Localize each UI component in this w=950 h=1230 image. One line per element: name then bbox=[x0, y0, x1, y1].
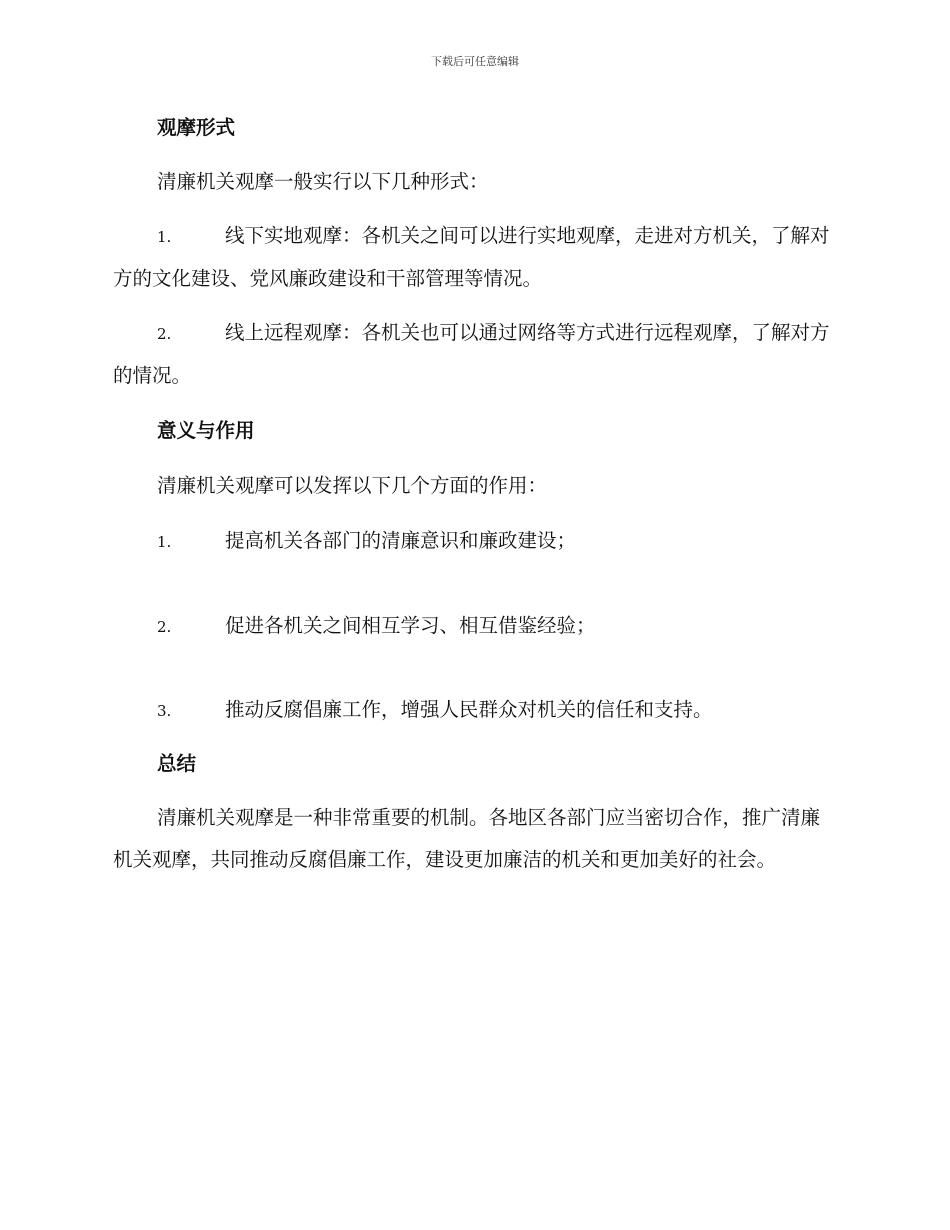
list-item-text: 线下实地观摩：各机关之间可以进行实地观摩，走进对方机关，了解对方的文化建设、党风廉政建设和干部管理等情况。 bbox=[113, 224, 830, 290]
list-item-number: 3. bbox=[157, 702, 172, 720]
list-item-number: 2. bbox=[157, 325, 172, 343]
section-heading-significance: 意义与作用 bbox=[157, 419, 255, 442]
section-heading-summary: 总结 bbox=[157, 752, 197, 775]
list-item-text: 促进各机关之间相互学习、相互借鉴经验； bbox=[225, 614, 596, 637]
list-item bbox=[157, 526, 837, 557]
summary-text: 清廉机关观摩是一种非常重要的机制。各地区各部门应当密切合作，推广清廉机关观摩，共同推动反腐倡廉工作，建设更加廉洁的机关和更加美好的社会。 bbox=[113, 806, 821, 871]
list-item-text: 提高机关各部门的清廉意识和廉政建设； bbox=[225, 529, 577, 552]
list-item-text: 推动反腐倡廉工作，增强人民群众对机关的信任和支持。 bbox=[225, 698, 713, 721]
section-heading-format: 观摩形式 bbox=[157, 116, 236, 139]
summary-paragraph bbox=[113, 797, 833, 881]
list-item bbox=[113, 312, 833, 397]
list-item-number: 1. bbox=[157, 533, 172, 551]
page-header: 下载后可任意编辑 bbox=[431, 55, 519, 68]
list-item bbox=[157, 695, 837, 726]
list-item-text: 线上远程观摩：各机关也可以通过网络等方式进行远程观摩，了解对方的情况。 bbox=[113, 321, 830, 387]
intro-text: 清廉机关观摩一般实行以下几种形式： bbox=[157, 170, 489, 193]
section-intro-significance bbox=[113, 465, 833, 507]
list-item-number: 1. bbox=[157, 228, 172, 246]
list-item bbox=[157, 611, 837, 642]
list-item-number: 2. bbox=[157, 618, 172, 636]
section-intro-format bbox=[113, 161, 833, 203]
list-item bbox=[113, 215, 833, 300]
intro-text: 清廉机关观摩可以发挥以下几个方面的作用： bbox=[157, 474, 548, 497]
